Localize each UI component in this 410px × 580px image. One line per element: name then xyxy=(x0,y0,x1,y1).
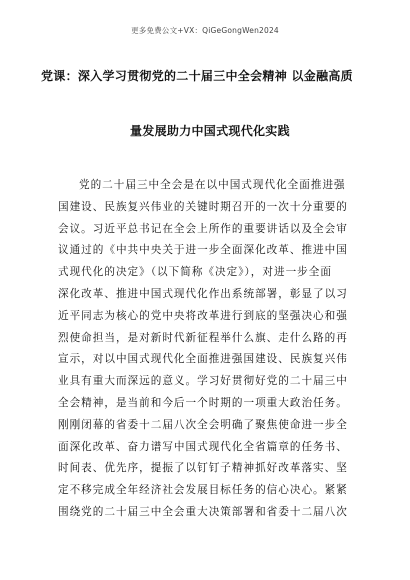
body-paragraph xyxy=(58,175,358,524)
body-line: 宣示，对以中国式现代化全面推进强国建设、民族复兴伟 xyxy=(58,353,348,366)
body-line: 定不移完成全年经济社会发展目标任务的信心决心。紧紧 xyxy=(58,484,348,497)
body-line: 式现代化的决定》（以下简称《决定》），对进一步全面 xyxy=(58,266,332,279)
body-line: 面深化改革、奋力谱写中国式现代化全省篇章的任务书、 xyxy=(58,440,348,453)
document-title-line-2: 量发展助力中国式现代化实践 xyxy=(130,124,290,138)
header-note: 更多免费公文+VX：QiGeGongWen2024 xyxy=(131,26,279,35)
body-line: 国建设、民族复兴伟业的关键时期召开的一次十分重要的 xyxy=(58,200,348,213)
body-line: 近平同志为核心的党中央将改革进行到底的坚强决心和强 xyxy=(58,309,348,322)
body-line: 全会精神，是当前和今后一个时期的一项重大政治任务。 xyxy=(58,396,348,409)
body-line: 烈使命担当，是对新时代新征程举什么旗、走什么路的再 xyxy=(58,331,348,344)
body-line: 业具有重大而深远的意义。学习好贯彻好党的二十届三中 xyxy=(58,375,348,388)
body-line: 党的二十届三中全会是在以中国式现代化全面推进强 xyxy=(79,179,346,191)
body-line: 会议。习近平总书记在全会上所作的重要讲话以及全会审 xyxy=(58,222,348,235)
body-line: 深化改革、推进中国式现代化作出系统部署，彰显了以习 xyxy=(58,287,348,300)
body-line: 围绕党的二十届三中全会重大决策部署和省委十二届八次 xyxy=(58,505,348,518)
document-title-line-1: 党课：深入学习贯彻党的二十届三中全会精神 以金融高质 xyxy=(41,69,353,83)
body-line: 刚刚闭幕的省委十二届八次全会明确了聚焦使命进一步全 xyxy=(58,418,348,431)
body-line: 议通过的《中共中央关于进一步全面深化改革、推进中国 xyxy=(58,244,348,257)
body-line: 时间表、优先序，提振了以钉钉子精神抓好改革落实、坚 xyxy=(58,462,348,475)
